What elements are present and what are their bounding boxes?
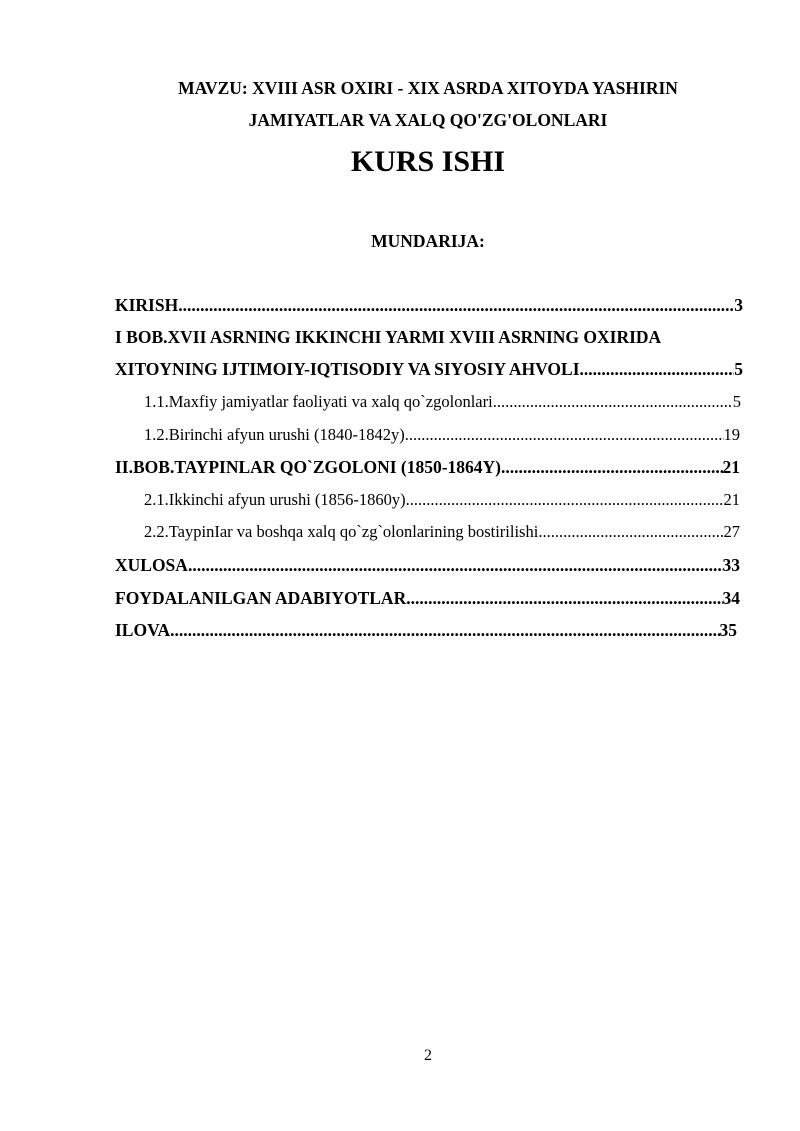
toc-entry-label: ILOVA — [115, 620, 171, 640]
toc-leader-dots — [188, 551, 723, 579]
toc-entry-page: 27 — [723, 522, 740, 541]
toc-entry-page: 34 — [722, 588, 740, 608]
toc-entry-label: II.BOB.TAYPINLAR QO`ZGOLONI (1850-1864Y) — [115, 457, 502, 477]
page-number: 2 — [424, 1047, 432, 1064]
toc-leader-dots — [538, 518, 723, 546]
toc-entry-kirish — [115, 291, 743, 319]
toc-entry-page: 35 — [719, 620, 737, 640]
toc-entry-bob1-line1: I BOB.XVII ASRNING IKKINCHI YARMI XVIII ASRNING OXIRIDA — [115, 327, 662, 347]
toc-leader-dots — [170, 616, 719, 644]
toc-leader-dots — [580, 355, 735, 383]
toc-leader-dots — [406, 584, 722, 612]
toc-leader-dots — [178, 291, 734, 319]
toc-entry-bob1 — [115, 355, 743, 383]
toc-entry-page: 5 — [734, 359, 743, 379]
toc-entry-label: 2.2.TaypinIar va boshqa xalq qo`zg`olonlarining bostirilishi — [144, 522, 539, 541]
toc-entry-page: 5 — [732, 392, 741, 411]
toc-entry-label: 1.2.Birinchi afyun urushi (1840-1842y) — [144, 425, 405, 444]
toc-entry-adabiyotlar — [115, 584, 740, 612]
toc-entry-xulosa — [115, 551, 740, 579]
toc-entry-page: 19 — [723, 425, 740, 444]
toc-leader-dots — [406, 486, 724, 514]
toc-entry-label: XITOYNING IJTIMOIY-IQTISODIY VA SIYOSIY AHVOLI — [115, 359, 580, 379]
toc-entry-label: XULOSA — [115, 555, 188, 575]
toc-entry-page: 21 — [722, 457, 740, 477]
toc-entry-section-2-2 — [144, 518, 740, 546]
toc-entry-bob2 — [115, 453, 740, 481]
document-title: KURS ISHI — [350, 145, 506, 178]
toc-entry-page: 33 — [722, 555, 740, 575]
toc-leader-dots — [493, 388, 733, 416]
toc-entry-label: 2.1.Ikkinchi afyun urushi (1856-1860y) — [144, 490, 406, 509]
toc-leader-dots — [501, 453, 722, 481]
toc-entry-section-1-1 — [144, 388, 741, 416]
topic-line-2: JAMIYATLAR VA XALQ QO'ZG'OLONLARI — [248, 110, 608, 130]
toc-heading: MUNDARIJA: — [371, 231, 485, 251]
toc-entry-section-2-1 — [144, 486, 740, 514]
toc-entry-label: FOYDALANILGAN ADABIYOTLAR — [115, 588, 407, 608]
toc-entry-page: 3 — [734, 295, 743, 315]
toc-leader-dots — [405, 421, 724, 449]
toc-entry-label: KIRISH — [115, 295, 179, 315]
toc-entry-label: 1.1.Maxfiy jamiyatlar faoliyati va xalq qo`zgolonlari — [144, 392, 493, 411]
topic-line-1: MAVZU: XVIII ASR OXIRI - XIX ASRDA XITOYDA YASHIRIN — [178, 78, 678, 98]
toc-entry-section-1-2 — [144, 421, 740, 449]
toc-entry-ilova — [115, 616, 737, 644]
toc-entry-page: 21 — [723, 490, 740, 509]
